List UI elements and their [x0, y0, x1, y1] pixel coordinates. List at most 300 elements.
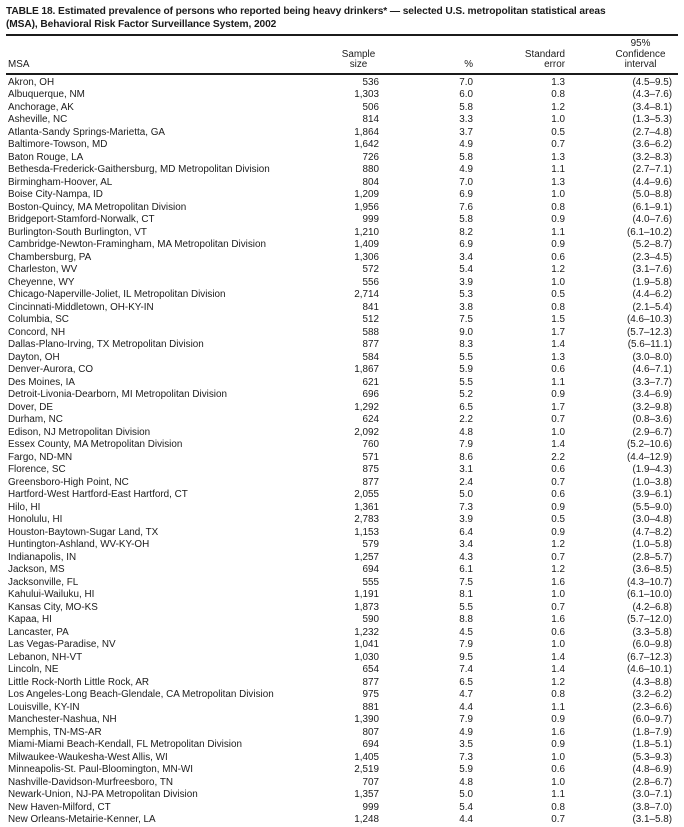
sample-size-cell: 707 — [362, 776, 379, 788]
percent-cell: 7.0 — [459, 176, 473, 188]
percent-cell: 7.5 — [459, 576, 473, 588]
standard-error-cell: 1.2 — [551, 676, 565, 688]
percent-cell: 9.5 — [459, 651, 473, 663]
table-row — [6, 389, 678, 402]
column-header-msa: MSA — [6, 35, 336, 74]
msa-cell: New Orleans-Metairie-Kenner, LA — [8, 814, 156, 825]
sample-size-cell: 841 — [362, 301, 379, 313]
table-row — [6, 589, 678, 602]
msa-cell: Fargo, ND-MN — [8, 451, 73, 463]
percent-cell: 4.9 — [459, 726, 473, 738]
confidence-interval-cell: (4.6–7.1) — [632, 364, 672, 375]
table-header-row — [6, 35, 678, 74]
column-header-confidence-interval — [567, 35, 678, 74]
confidence-interval-cell: (5.7–12.3) — [626, 326, 672, 338]
table-row — [6, 264, 678, 277]
percent-cell: 4.3 — [459, 551, 473, 563]
msa-cell: Huntington-Ashland, WV-KY-OH — [8, 539, 150, 550]
standard-error-cell: 0.9 — [551, 239, 565, 250]
table-row — [6, 502, 678, 515]
msa-cell: Albuquerque, NM — [8, 89, 85, 100]
percent-cell: 7.6 — [459, 201, 473, 213]
confidence-interval-cell: (3.3–7.7) — [632, 376, 672, 388]
percent-cell: 4.9 — [459, 139, 473, 150]
percent-cell: 5.5 — [459, 376, 473, 388]
sample-size-cell: 1,030 — [354, 651, 379, 663]
sample-size-cell: 726 — [362, 151, 379, 163]
sample-size-cell: 1,257 — [354, 551, 379, 563]
sample-size-cell: 694 — [362, 739, 379, 750]
sample-size-cell: 1,041 — [354, 639, 379, 650]
confidence-interval-cell: (4.4–6.2) — [632, 289, 672, 300]
percent-cell: 8.8 — [459, 614, 473, 625]
msa-cell: Jacksonville, FL — [8, 576, 79, 588]
confidence-interval-cell: (1.9–4.3) — [632, 464, 672, 475]
msa-cell: Detroit-Livonia-Dearborn, MI Metropolitan Division — [8, 389, 227, 400]
confidence-interval-cell: (3.2–6.2) — [632, 689, 672, 700]
sample-size-cell: 877 — [362, 339, 379, 350]
table-row — [6, 552, 678, 565]
msa-cell: Memphis, TN-MS-AR — [8, 726, 102, 738]
percent-cell: 5.9 — [459, 764, 473, 775]
percent-cell: 3.4 — [459, 539, 473, 550]
msa-cell: Little Rock-North Little Rock, AR — [8, 676, 150, 688]
sample-size-cell: 880 — [362, 164, 379, 175]
msa-cell: Boston-Quincy, MA Metropolitan Division — [8, 201, 187, 213]
standard-error-cell: 1.2 — [551, 539, 565, 550]
sample-size-cell: 875 — [362, 464, 379, 475]
table-row — [6, 339, 678, 352]
table-row — [6, 289, 678, 302]
table-row — [6, 277, 678, 290]
sample-size-cell: 555 — [362, 576, 379, 588]
column-header-ci-line2: interval — [624, 59, 657, 70]
msa-cell: Dallas-Plano-Irving, TX Metropolitan Division — [8, 339, 204, 350]
percent-cell: 4.4 — [459, 701, 473, 713]
confidence-interval-cell: (3.1–7.6) — [632, 264, 672, 275]
column-header-sample-size — [336, 35, 381, 74]
standard-error-cell: 0.6 — [551, 251, 565, 263]
table-row — [6, 727, 678, 740]
msa-cell: Cincinnati-Middletown, OH-KY-IN — [8, 301, 154, 313]
table-body — [6, 74, 678, 827]
percent-cell: 6.9 — [459, 189, 473, 200]
sample-size-cell: 512 — [362, 314, 379, 325]
standard-error-cell: 0.7 — [551, 476, 565, 488]
standard-error-cell: 1.7 — [551, 326, 565, 338]
table-row — [6, 364, 678, 377]
table-row — [6, 239, 678, 252]
percent-cell: 8.3 — [459, 339, 473, 350]
table-row — [6, 177, 678, 190]
percent-cell: 6.5 — [459, 676, 473, 688]
standard-error-cell: 0.7 — [551, 414, 565, 425]
sample-size-cell: 807 — [362, 726, 379, 738]
confidence-interval-cell: (3.4–6.9) — [632, 389, 672, 400]
percent-cell: 4.9 — [459, 164, 473, 175]
percent-cell: 3.9 — [459, 276, 473, 288]
msa-cell: Kapaa, HI — [8, 614, 52, 625]
standard-error-cell: 1.0 — [551, 751, 565, 763]
table-title-line1: TABLE 18. Estimated prevalence of persons who reported being heavy drinkers* — selected U.S. metropolitan statistical areas — [6, 6, 606, 17]
msa-cell: Columbia, SC — [8, 314, 69, 325]
msa-cell: Lebanon, NH-VT — [8, 651, 83, 663]
msa-cell: Dover, DE — [8, 401, 54, 413]
msa-cell: Anchorage, AK — [8, 101, 74, 113]
standard-error-cell: 0.7 — [551, 601, 565, 613]
msa-cell: Baltimore-Towson, MD — [8, 139, 108, 150]
percent-cell: 7.9 — [459, 439, 473, 450]
column-header-standard-error — [477, 35, 567, 74]
msa-cell: Newark-Union, NJ-PA Metropolitan Division — [8, 789, 198, 800]
sample-size-cell: 804 — [362, 176, 379, 188]
percent-cell: 6.9 — [459, 239, 473, 250]
confidence-interval-cell: (5.7–12.0) — [626, 614, 672, 625]
msa-cell: Bridgeport-Stamford-Norwalk, CT — [8, 214, 155, 225]
percent-cell: 4.7 — [459, 689, 473, 700]
table-row — [6, 764, 678, 777]
table-row — [6, 74, 678, 90]
percent-cell: 9.0 — [459, 326, 473, 338]
standard-error-cell: 1.4 — [551, 664, 565, 675]
table-row — [6, 814, 678, 827]
sample-size-cell: 2,519 — [354, 764, 379, 775]
percent-cell: 8.1 — [459, 589, 473, 600]
msa-cell: Chicago-Naperville-Joliet, IL Metropolitan Division — [8, 289, 226, 300]
table-row — [6, 789, 678, 802]
confidence-interval-cell: (1.3–5.3) — [632, 114, 672, 125]
standard-error-cell: 0.9 — [551, 526, 565, 538]
msa-cell: Honolulu, HI — [8, 514, 63, 525]
confidence-interval-cell: (3.0–7.1) — [632, 789, 672, 800]
sample-size-cell: 1,864 — [354, 126, 379, 138]
sample-size-cell: 814 — [362, 114, 379, 125]
sample-size-cell: 1,642 — [354, 139, 379, 150]
confidence-interval-cell: (3.6–8.5) — [632, 564, 672, 575]
table-row — [6, 452, 678, 465]
standard-error-cell: 1.0 — [551, 426, 565, 438]
percent-cell: 7.5 — [459, 314, 473, 325]
table-row — [6, 439, 678, 452]
sample-size-cell: 1,153 — [354, 526, 379, 538]
sample-size-cell: 556 — [362, 276, 379, 288]
standard-error-cell: 0.7 — [551, 551, 565, 563]
percent-cell: 5.4 — [459, 801, 473, 813]
table-row — [6, 777, 678, 790]
confidence-interval-cell: (1.8–7.9) — [632, 726, 672, 738]
confidence-interval-cell: (4.5–9.5) — [632, 76, 672, 88]
percent-cell: 4.8 — [459, 776, 473, 788]
msa-cell: Des Moines, IA — [8, 376, 75, 388]
standard-error-cell: 1.1 — [551, 164, 565, 175]
standard-error-cell: 1.3 — [551, 176, 565, 188]
table-row — [6, 464, 678, 477]
sample-size-cell: 1,232 — [354, 626, 379, 638]
sample-size-cell: 1,409 — [354, 239, 379, 250]
table-row — [6, 352, 678, 365]
standard-error-cell: 1.3 — [551, 151, 565, 163]
table-row — [6, 314, 678, 327]
confidence-interval-cell: (3.1–5.8) — [632, 814, 672, 825]
standard-error-cell: 1.7 — [551, 401, 565, 413]
table-row — [6, 139, 678, 152]
table-row — [6, 327, 678, 340]
msa-cell: Florence, SC — [8, 464, 66, 475]
table-row — [6, 164, 678, 177]
msa-cell: Los Angeles-Long Beach-Glendale, CA Metropolitan Division — [8, 689, 274, 700]
table-row — [6, 514, 678, 527]
percent-cell: 3.8 — [459, 301, 473, 313]
msa-cell: Kansas City, MO-KS — [8, 601, 98, 613]
sample-size-cell: 1,956 — [354, 201, 379, 213]
msa-cell: Denver-Aurora, CO — [8, 364, 94, 375]
sample-size-cell: 694 — [362, 564, 379, 575]
sample-size-cell: 1,191 — [354, 589, 379, 600]
confidence-interval-cell: (4.8–6.9) — [632, 764, 672, 775]
msa-cell: Houston-Baytown-Sugar Land, TX — [8, 526, 159, 538]
table-row — [6, 152, 678, 165]
percent-cell: 6.5 — [459, 401, 473, 413]
standard-error-cell: 1.5 — [551, 314, 565, 325]
table-row — [6, 702, 678, 715]
percent-cell: 5.8 — [459, 101, 473, 113]
sample-size-cell: 536 — [362, 76, 379, 88]
confidence-interval-cell: (4.3–10.7) — [626, 576, 672, 588]
msa-cell: Kahului-Wailuku, HI — [8, 589, 95, 600]
sample-size-cell: 1,873 — [354, 601, 379, 613]
percent-cell: 7.0 — [459, 76, 473, 88]
percent-cell: 6.4 — [459, 526, 473, 538]
confidence-interval-cell: (6.1–10.2) — [626, 226, 672, 238]
msa-cell: Cheyenne, WY — [8, 276, 75, 288]
sample-size-cell: 2,092 — [354, 426, 379, 438]
confidence-interval-cell: (4.4–9.6) — [632, 176, 672, 188]
percent-cell: 2.4 — [459, 476, 473, 488]
sample-size-cell: 588 — [362, 326, 379, 338]
sample-size-cell: 999 — [362, 801, 379, 813]
percent-cell: 4.5 — [459, 626, 473, 638]
msa-cell: Hilo, HI — [8, 501, 41, 513]
percent-cell: 7.3 — [459, 501, 473, 513]
confidence-interval-cell: (5.2–8.7) — [632, 239, 672, 250]
percent-cell: 5.2 — [459, 389, 473, 400]
confidence-interval-cell: (1.0–5.8) — [632, 539, 672, 550]
msa-cell: Boise City-Nampa, ID — [8, 189, 103, 200]
table-row — [6, 252, 678, 265]
table-row — [6, 102, 678, 115]
sample-size-cell: 1,292 — [354, 401, 379, 413]
percent-cell: 6.1 — [459, 564, 473, 575]
percent-cell: 2.2 — [459, 414, 473, 425]
standard-error-cell: 0.8 — [551, 201, 565, 213]
standard-error-cell: 0.9 — [551, 714, 565, 725]
confidence-interval-cell: (1.0–3.8) — [632, 476, 672, 488]
sample-size-cell: 696 — [362, 389, 379, 400]
confidence-interval-cell: (2.7–4.8) — [632, 126, 672, 138]
standard-error-cell: 0.6 — [551, 626, 565, 638]
column-header-se-line1: Standard — [524, 48, 565, 60]
sample-size-cell: 571 — [362, 451, 379, 463]
sample-size-cell: 1,248 — [354, 814, 379, 825]
confidence-interval-cell: (3.3–5.8) — [632, 626, 672, 638]
msa-cell: Cambridge-Newton-Framingham, MA Metropolitan Division — [8, 239, 266, 250]
sample-size-cell: 1,210 — [354, 226, 379, 238]
msa-cell: Lincoln, NE — [8, 664, 59, 675]
table-row — [6, 739, 678, 752]
table-row — [6, 114, 678, 127]
confidence-interval-cell: (3.9–6.1) — [632, 489, 672, 500]
msa-cell: Nashville-Davidson-Murfreesboro, TN — [8, 776, 174, 788]
confidence-interval-cell: (5.2–10.6) — [626, 439, 672, 450]
sample-size-cell: 881 — [362, 701, 379, 713]
table-title-line2: (MSA), Behavioral Risk Factor Surveillance System, 2002 — [6, 19, 277, 30]
confidence-interval-cell: (4.7–8.2) — [632, 526, 672, 538]
sample-size-cell: 1,209 — [354, 189, 379, 200]
table-row — [6, 527, 678, 540]
standard-error-cell: 2.2 — [551, 451, 565, 463]
table-row — [6, 214, 678, 227]
sample-size-cell: 1,357 — [354, 789, 379, 800]
confidence-interval-cell: (4.6–10.1) — [626, 664, 672, 675]
column-header-sample-line1: Sample — [341, 48, 376, 60]
table-row — [6, 127, 678, 140]
msa-cell: Asheville, NC — [8, 114, 68, 125]
msa-cell: Atlanta-Sandy Springs-Marietta, GA — [8, 126, 165, 138]
percent-cell: 3.7 — [459, 126, 473, 138]
column-header-se-line2: error — [544, 59, 565, 70]
sample-size-cell: 975 — [362, 689, 379, 700]
table-row — [6, 564, 678, 577]
standard-error-cell: 0.9 — [551, 739, 565, 750]
table-row — [6, 802, 678, 815]
sample-size-cell: 1,390 — [354, 714, 379, 725]
percent-cell: 5.3 — [459, 289, 473, 300]
msa-cell: Hartford-West Hartford-East Hartford, CT — [8, 489, 188, 500]
percent-cell: 5.9 — [459, 364, 473, 375]
table-row — [6, 227, 678, 240]
table-row — [6, 664, 678, 677]
percent-cell: 5.0 — [459, 789, 473, 800]
percent-cell: 6.0 — [459, 89, 473, 100]
percent-cell: 4.4 — [459, 814, 473, 825]
confidence-interval-cell: (1.9–5.8) — [632, 276, 672, 288]
confidence-interval-cell: (2.8–5.7) — [632, 551, 672, 563]
sample-size-cell: 579 — [362, 539, 379, 550]
sample-size-cell: 760 — [362, 439, 379, 450]
percent-cell: 8.6 — [459, 451, 473, 463]
msa-cell: Edison, NJ Metropolitan Division — [8, 426, 151, 438]
percent-cell: 7.9 — [459, 639, 473, 650]
table-row — [6, 677, 678, 690]
confidence-interval-cell: (3.2–9.8) — [632, 401, 672, 413]
table-row — [6, 577, 678, 590]
standard-error-cell: 1.0 — [551, 639, 565, 650]
sample-size-cell: 1,867 — [354, 364, 379, 375]
standard-error-cell: 0.5 — [551, 126, 565, 138]
msa-cell: Milwaukee-Waukesha-West Allis, WI — [8, 751, 168, 763]
sample-size-cell: 2,055 — [354, 489, 379, 500]
msa-cell: Chambersburg, PA — [8, 251, 92, 263]
standard-error-cell: 1.1 — [551, 789, 565, 800]
msa-cell: Durham, NC — [8, 414, 63, 425]
standard-error-cell: 1.0 — [551, 276, 565, 288]
standard-error-cell: 1.0 — [551, 189, 565, 200]
column-header-sample-line2: size — [349, 59, 368, 70]
column-header-percent: % — [381, 35, 477, 74]
confidence-interval-cell: (5.0–8.8) — [632, 189, 672, 200]
standard-error-cell: 1.6 — [551, 726, 565, 738]
table-row — [6, 689, 678, 702]
msa-cell: Birmingham-Hoover, AL — [8, 176, 113, 188]
confidence-interval-cell: (5.6–11.1) — [627, 339, 672, 350]
confidence-interval-cell: (1.8–5.1) — [632, 739, 672, 750]
percent-cell: 5.4 — [459, 264, 473, 275]
standard-error-cell: 1.2 — [551, 101, 565, 113]
standard-error-cell: 0.5 — [551, 289, 565, 300]
confidence-interval-cell: (3.8–7.0) — [632, 801, 672, 813]
msa-cell: Akron, OH — [8, 76, 55, 88]
standard-error-cell: 1.4 — [551, 439, 565, 450]
msa-cell: Essex County, MA Metropolitan Division — [8, 439, 183, 450]
table-row — [6, 302, 678, 315]
confidence-interval-cell: (5.3–9.3) — [632, 751, 672, 763]
standard-error-cell: 0.6 — [551, 489, 565, 500]
confidence-interval-cell: (2.3–6.6) — [632, 701, 672, 713]
table-row — [6, 627, 678, 640]
msa-cell: Lancaster, PA — [8, 626, 69, 638]
table-row — [6, 652, 678, 665]
standard-error-cell: 1.4 — [551, 651, 565, 663]
sample-size-cell: 877 — [362, 476, 379, 488]
table-row — [6, 402, 678, 415]
standard-error-cell: 1.1 — [551, 226, 565, 238]
confidence-interval-cell: (2.7–7.1) — [632, 164, 672, 175]
sample-size-cell: 621 — [362, 376, 379, 388]
confidence-interval-cell: (6.7–12.3) — [626, 651, 672, 663]
msa-cell: Minneapolis-St. Paul-Bloomington, MN-WI — [8, 764, 193, 775]
percent-cell: 5.8 — [459, 151, 473, 163]
sample-size-cell: 624 — [362, 414, 379, 425]
confidence-interval-cell: (0.8–3.6) — [632, 414, 672, 425]
confidence-interval-cell: (2.3–4.5) — [632, 251, 672, 263]
standard-error-cell: 1.2 — [551, 564, 565, 575]
msa-cell: Charleston, WV — [8, 264, 78, 275]
standard-error-cell: 1.3 — [551, 76, 565, 88]
standard-error-cell: 0.8 — [551, 89, 565, 100]
percent-cell: 8.2 — [459, 226, 473, 238]
msa-cell: Louisville, KY-IN — [8, 701, 80, 713]
confidence-interval-cell: (2.9–6.7) — [632, 426, 672, 438]
table-row — [6, 752, 678, 765]
percent-cell: 7.9 — [459, 714, 473, 725]
confidence-interval-cell: (3.0–4.8) — [632, 514, 672, 525]
standard-error-cell: 1.0 — [551, 114, 565, 125]
sample-size-cell: 1,405 — [354, 751, 379, 763]
msa-cell: Baton Rouge, LA — [8, 151, 84, 163]
standard-error-cell: 1.0 — [551, 589, 565, 600]
standard-error-cell: 0.5 — [551, 514, 565, 525]
sample-size-cell: 506 — [362, 101, 379, 113]
confidence-interval-cell: (3.0–8.0) — [632, 351, 672, 363]
percent-cell: 3.4 — [459, 251, 473, 263]
table-row — [6, 489, 678, 502]
standard-error-cell: 0.6 — [551, 364, 565, 375]
sample-size-cell: 2,783 — [354, 514, 379, 525]
table-row — [6, 539, 678, 552]
confidence-interval-cell: (6.1–10.0) — [626, 589, 672, 600]
confidence-interval-cell: (3.2–8.3) — [632, 151, 672, 163]
standard-error-cell: 0.9 — [551, 501, 565, 513]
